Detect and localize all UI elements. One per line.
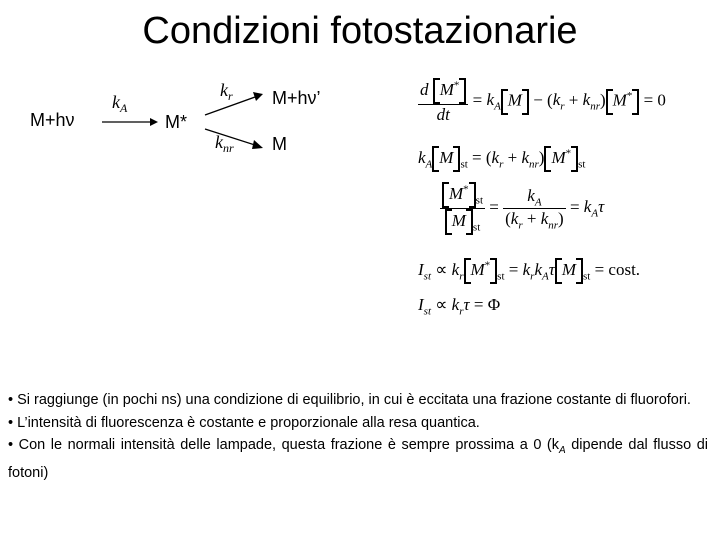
rate-constant-ka: $k_A$ [112, 92, 128, 115]
bullet-item: • Con le normali intensità delle lampade, questa frazione è sempre prossima a 0 ($k_A$ dipende dal flusso di fotoni) [8, 437, 708, 482]
excited-state-label: M* [165, 112, 187, 132]
bullet-item: • L’intensità di fluorescenza è costante e proporzionale alla resa quantica. [8, 414, 480, 431]
reactant-label: M+hν [30, 110, 75, 130]
equation-ratio: $\frac{M^*_{st}}{M _{st}}$ = $\frac{k_A}{(k_r + k_{nr})}$ = $k_A\tau$ [440, 182, 604, 235]
radiative-product-label: M+hν’ [272, 88, 321, 108]
nonradiative-product-label: M [272, 134, 287, 154]
slide-title: Condizioni fotostazionarie [142, 10, 578, 52]
rate-constant-kr: $k_r$ [220, 80, 233, 103]
rate-constant-knr: $k_{nr}$ [215, 132, 234, 155]
bullet-item: • Si raggiunge (in pochi ns) una condizione di equilibrio, in cui è eccitata una frazione costante di fluorofori. [8, 392, 691, 408]
bullet-list [8, 389, 708, 485]
equation-quantum-yield: $I_{st} \propto k_r\tau = \Phi$ [418, 295, 501, 318]
equation-steady-state: $k_A$ M $_{st} = (k_r + k_{nr})$ $M^*_{st}$ [418, 147, 586, 171]
equation-rate: $\frac{d M^*}{dt}$ = $k_A$ $M - (k_r + k_{nr}) M^* = 0$ [420, 79, 666, 124]
equation-intensity: $I_{st} \propto k_r$ $M^*_{st} = k_rk_A\tau$ M $_{st}$ = cost. [418, 259, 641, 283]
